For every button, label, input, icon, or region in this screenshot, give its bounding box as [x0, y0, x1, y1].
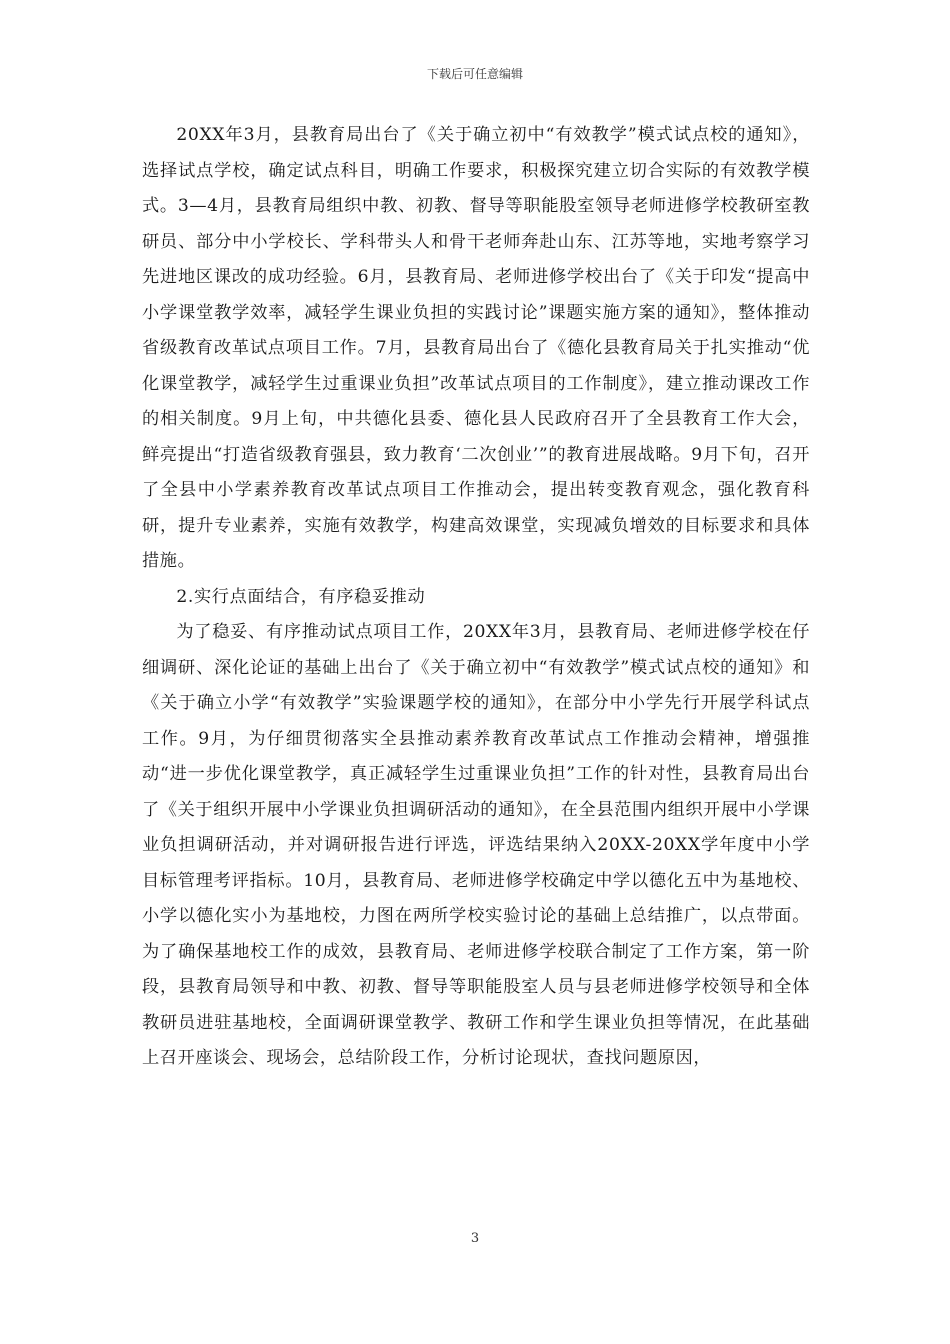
body-paragraph: 为了稳妥、有序推动试点项目工作，20XX年3月，县教育局、老师进修学校在仔细调研、深化论证的基础上出台了《关于确立初中“有效教学”模式试点校的通知》和《关于确立小学“有效教学”实验课题学校的通知》，在部分中小学先行开展学科试点工作。9月，为仔细贯彻落实全县推动素养教育改革试点工作推动会精神，增强推动“进一步优化课堂教学，真正减轻学生过重课业负担”工作的针对性，县教育局出台了《关于组织开展中小学课业负担调研活动的通知》，在全县范围内组织开展中小学课业负担调研活动，并对调研报告进行评选，评选结果纳入20XX-20XX学年度中小学目标管理考评指标。10月，县教育局、老师进修学校确定中学以德化五中为基地校、小学以德化实小为基地校，力图在两所学校实验讨论的基础上总结推广，以点带面。为了确保基地校工作的成效，县教育局、老师进修学校联合制定了工作方案，第一阶段，县教育局领导和中教、初教、督导等职能股室人员与县老师进修学校领导和全体教研员进驻基地校，全面调研课堂教学、教研工作和学生课业负担等情况，在此基础上召开座谈会、现场会，总结阶段工作，分析讨论现状，查找问题原因， — [142, 622, 810, 1068]
page-number: 3 — [470, 1231, 480, 1246]
body-paragraph: 20XX年3月，县教育局出台了《关于确立初中“有效教学”模式试点校的通知》，选择试点学校，确定试点科目，明确工作要求，积极探究建立切合实际的有效教学模式。3—4月，县教育局组织中教、初教、督导等职能股室领导老师进修学校教研室教研员、部分中小学校长、学科带头人和骨干老师奔赴山东、江苏等地，实地考察学习先进地区课改的成功经验。6月，县教育局、老师进修学校出台了《关于印发“提高中小学课堂教学效率，减轻学生课业负担的实践讨论”课题实施方案的通知》，整体推动省级教育改革试点项目工作。7月，县教育局出台了《德化县教育局关于扎实推动“优化课堂教学，减轻学生过重课业负担”改革试点项目的工作制度》，建立推动课改工作的相关制度。9月上旬，中共德化县委、德化县人民政府召开了全县教育工作大会，鲜亮提出“打造省级教育强县，致力教育‘二次创业’”的教育进展战略。9月下旬，召开了全县中小学素养教育改革试点项目工作推动会，提出转变教育观念，强化教育科研，提升专业素养，实施有效教学，构建高效课堂，实现减负增效的目标要求和具体措施。 — [142, 125, 810, 571]
page-header: 下载后可任意编辑 — [426, 67, 523, 81]
document-body — [142, 118, 810, 1077]
section-heading: 2.实行点面结合，有序稳妥推动 — [176, 586, 426, 607]
